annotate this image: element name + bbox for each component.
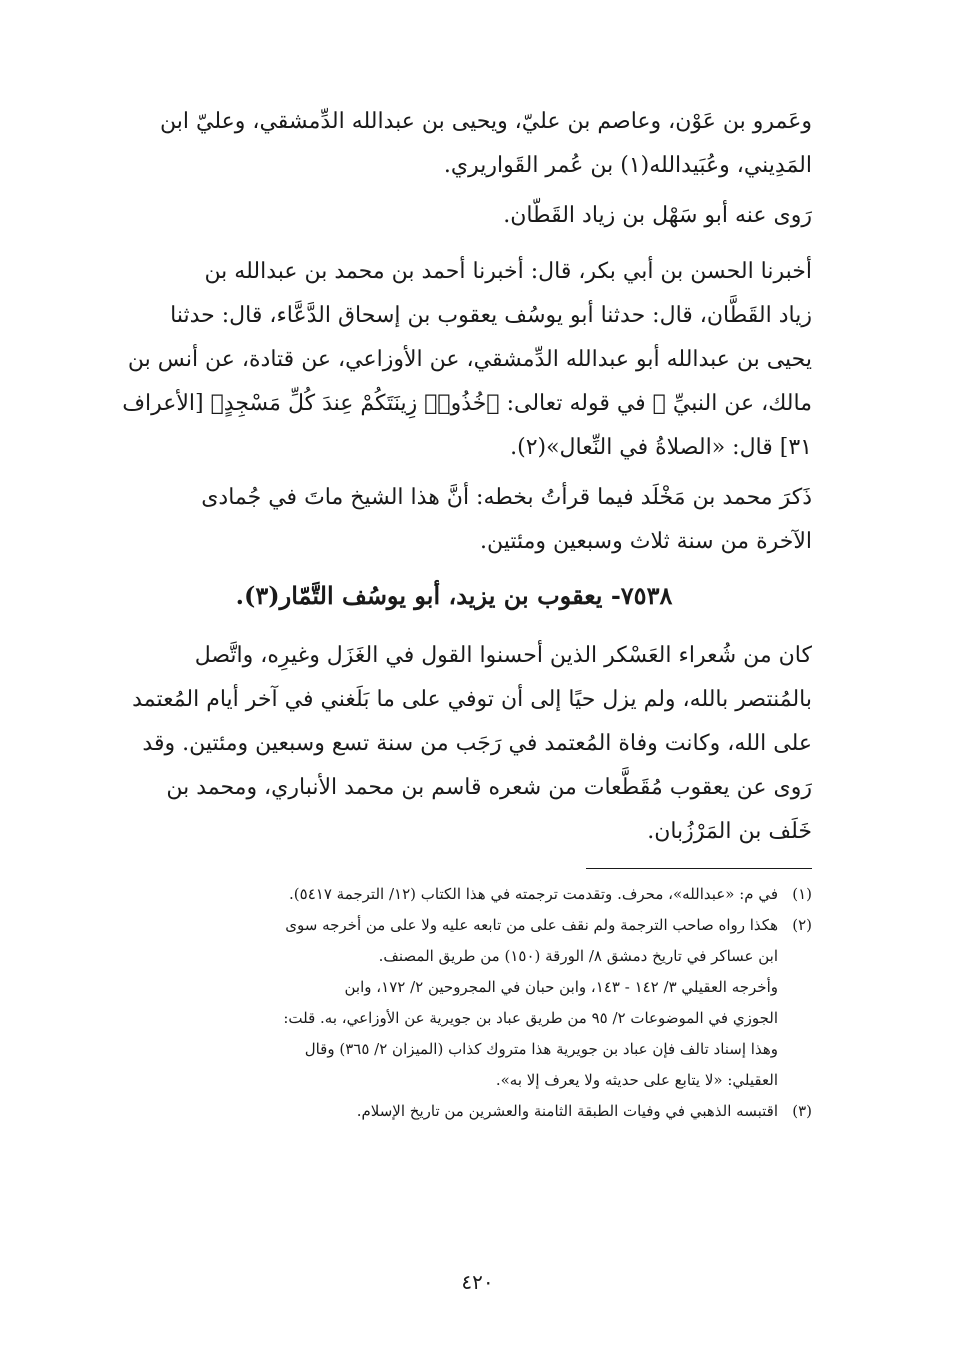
text-line: كان من شُعراء العَسْكر الذين أحسنوا القول في الغَزَل وغيرِه، واتَّصل bbox=[194, 643, 812, 668]
text-line: خَلَف بن المَرْزُبان. bbox=[647, 819, 812, 844]
text-line: رَوى عنه أبو سَهْل بن زياد القَطّان. bbox=[503, 203, 812, 228]
paragraph-5 bbox=[96, 634, 812, 854]
footnotes bbox=[96, 879, 812, 1127]
text-line: يحيى بن عبدالله أبو عبدالله الدِّمشقي، عن الأوزاعي، عن قتادة، عن أنس بن bbox=[127, 347, 812, 372]
text-line: على الله، وكانت وفاة المُعتمد في رَجَب من سنة تسع وسبعين ومئتين. وقد bbox=[142, 731, 812, 756]
footnote-text: اقتبسه الذهبي في وفيات الطبقة الثامنة والعشرين من تاريخ الإسلام. bbox=[356, 1102, 778, 1120]
text-line: وعَمرو بن عَوْن، وعاصم بن عليّ، ويحيى بن عبدالله الدِّمشقي، وعليّ ابن bbox=[160, 109, 812, 134]
footnote-divider bbox=[586, 868, 812, 869]
text-line: زياد القَطَّان، قال: حدثنا أبو يوسُف يعقوب بن إسحاق الدَّعَّاء، قال: حدثنا bbox=[170, 303, 812, 328]
paragraph-2 bbox=[96, 194, 812, 238]
footnote-text: وأخرجه العقيلي ٣/ ١٤٢ - ١٤٣، وابن حبان في المجروحين ٢/ ١٧٢، وابن bbox=[344, 978, 778, 996]
page-content bbox=[96, 100, 812, 1127]
text-line: المَدِيني، وعُبَيدالله(١) بن عُمر القَواريري. bbox=[443, 153, 812, 178]
paragraph-3 bbox=[96, 250, 812, 470]
footnote-number: (٢) bbox=[792, 916, 812, 934]
text-line: الآخرة من سنة ثلاث وسبعين ومئتين. bbox=[479, 529, 812, 554]
paragraph-1 bbox=[96, 100, 812, 188]
footnote-text: ابن عساكر في تاريخ دمشق ٨/ الورقة (١٥٠) من طريق المصنف. bbox=[378, 947, 778, 965]
footnote-number: (١) bbox=[792, 885, 812, 903]
footnote-text: الجوزي في الموضوعات ٢/ ٩٥ من طريق عباد بن جويرية عن الأوزاعي، به. قلت: bbox=[283, 1009, 778, 1027]
footnote-text: في م: «عبدالله»، محرف. وتقدمت ترجمته في هذا الكتاب (١٢/ الترجمة ٥٤١٧). bbox=[289, 885, 778, 903]
footnote-text: العقيلي: «لا يتابع على حديثه ولا يعرف إلا به». bbox=[495, 1071, 778, 1089]
footnote-text: هكذا رواه صاحب الترجمة ولم نقف على من تابعه عليه ولا على من أخرجه سوى bbox=[285, 916, 778, 934]
entry-heading: ٧٥٣٨- يعقوب بن يزيد، أبو يوسُف التَّمّار(٣). bbox=[235, 581, 673, 610]
text-line: بالمُنتصر بالله، ولم يزل حيًا إلى أن توفي على ما بَلَغني في آخر أيام المُعتمد bbox=[132, 687, 812, 712]
text-line: ذَكرَ محمد بن مَخْلَد فيما قرأتُ بخطه: أنَّ هذا الشيخ ماتَ في جُمادى bbox=[201, 485, 812, 510]
text-line: أخبرنا الحسن بن أبي بكر، قال: أخبرنا أحمد بن محمد بن عبدالله بن bbox=[204, 259, 812, 284]
footnote-3 bbox=[96, 1096, 812, 1127]
page-number: ٤٢٠ bbox=[461, 1270, 494, 1294]
paragraph-4 bbox=[96, 476, 812, 564]
footnote-1 bbox=[96, 879, 812, 910]
footnote-text: وهذا إسناد تالف فإن عباد بن جويرية هذا متروك كذاب (الميزان ٢/ ٣٦٥) وقال bbox=[304, 1040, 778, 1058]
footnote-number: (٣) bbox=[792, 1102, 812, 1120]
footnote-2 bbox=[96, 910, 812, 941]
text-line: رَوى عن يعقوب مُقَطَّعات من شعره قاسم بن محمد الأنباري، ومحمد بن bbox=[166, 775, 812, 800]
text-line: مالك، عن النبيِّ ﷺ في قوله تعالى: ﴿خُذُوا۟ زِينَتَكُمْ عِندَ كُلِّ مَسْجِدٍ﴾ [الأعراف bbox=[122, 391, 812, 416]
text-line: ٣١] قال: «الصلاةُ في النِّعال»(٢). bbox=[510, 435, 812, 460]
